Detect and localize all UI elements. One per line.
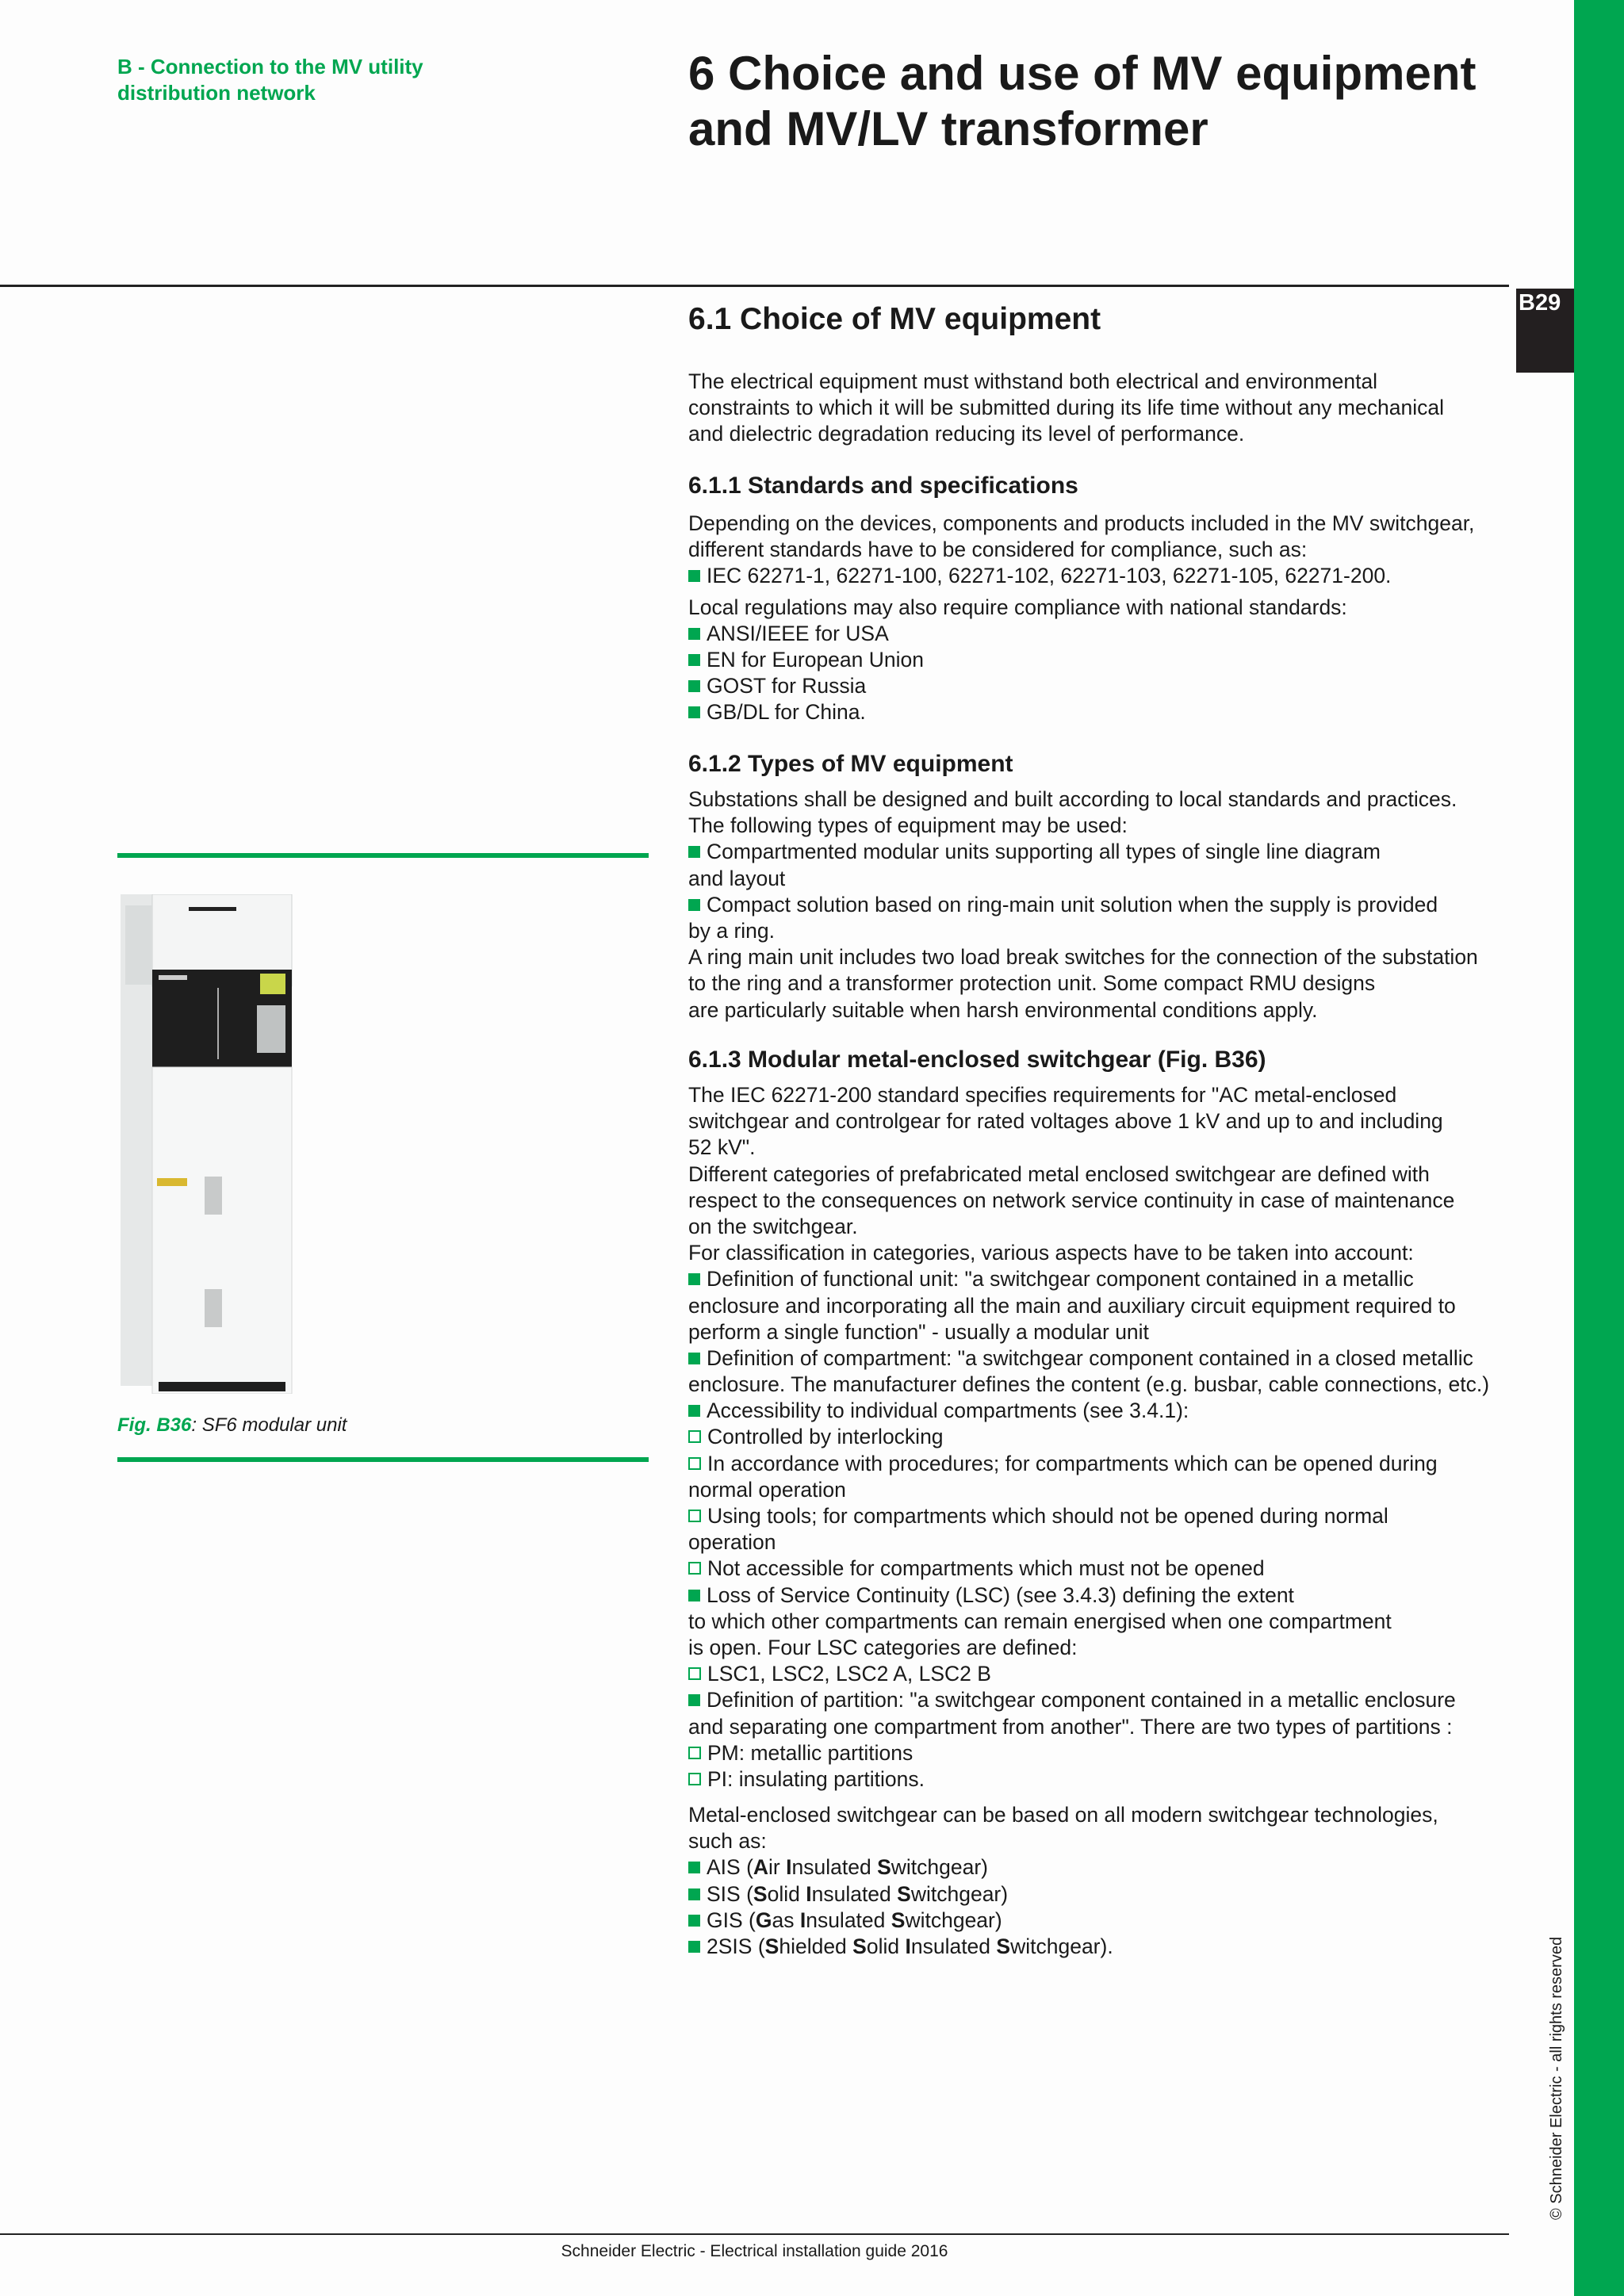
line-text: 52 kV". <box>688 1135 756 1160</box>
line-text: by a ring. <box>688 918 776 943</box>
page-number-tab: B29 <box>1516 289 1574 373</box>
text-line <box>688 1082 1513 1108</box>
line-text: witchgear). <box>1010 1934 1113 1958</box>
figure-caption <box>117 1414 347 1437</box>
filled-square-bullet-icon <box>688 628 700 640</box>
bold-initial: S <box>753 1881 768 1906</box>
line-text: enclosure. The manufacturer defines the content (e.g. busbar, cable connections, etc.) <box>688 1372 1490 1397</box>
line-text: LSC1, LSC2, LSC2 A, LSC2 B <box>707 1662 991 1686</box>
list-item <box>688 1740 1513 1766</box>
line-text: hielded <box>779 1934 853 1958</box>
bold-initial: I <box>799 1908 806 1932</box>
chapter-title: 6 Choice and use of MV equipment and MV/LV transformer <box>688 47 1477 155</box>
figure-top-rule <box>117 853 649 858</box>
line-text: GIS ( <box>707 1908 756 1932</box>
line-text: Definition of functional unit: "a switchgear component contained in a metallic <box>707 1267 1414 1292</box>
line-text: EN for European Union <box>707 647 924 672</box>
line-text: A ring main unit includes two load break switches for the connection of the substation <box>688 945 1478 970</box>
filled-square-bullet-icon <box>688 1862 700 1873</box>
hollow-square-bullet-icon <box>688 1430 701 1443</box>
line-text: ir <box>768 1855 787 1880</box>
line-text: GOST for Russia <box>707 674 867 698</box>
figure-number: Fig. B36 <box>117 1414 192 1436</box>
line-text: and layout <box>688 866 786 890</box>
list-item <box>688 1766 1513 1793</box>
text-line <box>688 1319 1513 1345</box>
text-line <box>688 1188 1513 1214</box>
list-item <box>688 1451 1513 1477</box>
line-text: and separating one compartment from another". There are two types of partitions : <box>688 1714 1453 1739</box>
text-line <box>688 866 1513 892</box>
line-text: enclosure and incorporating all the main and auxiliary circuit equipment required to <box>688 1293 1456 1318</box>
filled-square-bullet-icon <box>688 1888 700 1900</box>
line-text: In accordance with procedures; for compartments which can be opened during <box>707 1451 1438 1475</box>
line-text: to the ring and a transformer protection unit. Some compact RMU designs <box>688 971 1376 996</box>
line-text: For classification in categories, various aspects have to be taken into account: <box>688 1241 1414 1265</box>
hollow-square-bullet-icon <box>688 1457 701 1470</box>
text-line <box>688 918 1513 944</box>
list-item <box>688 673 1513 699</box>
intro-paragraph <box>688 369 1513 448</box>
line-text: ANSI/IEEE for USA <box>707 621 889 645</box>
filled-square-bullet-icon <box>688 1915 700 1927</box>
line-text: PM: metallic partitions <box>707 1740 914 1765</box>
line-text: IEC 62271-1, 62271-100, 62271-102, 62271-103, 62271-105, 62271-200. <box>707 564 1392 588</box>
filled-square-bullet-icon <box>688 706 700 718</box>
text-line <box>688 1828 1513 1854</box>
text-line <box>688 1477 1513 1503</box>
line-text: as <box>772 1908 800 1932</box>
list-item <box>688 563 1513 589</box>
bold-initial: I <box>806 1881 812 1906</box>
list-item <box>688 1661 1513 1687</box>
text-line <box>688 786 1513 813</box>
line-text: Local regulations may also require compliance with national standards: <box>688 595 1347 619</box>
filled-square-bullet-icon <box>688 680 700 692</box>
line-text: operation <box>688 1530 776 1555</box>
text-line <box>688 1714 1513 1740</box>
line-text: nsulated <box>791 1855 878 1880</box>
line-text: Depending on the devices, components and products included in the MV switchgear, <box>688 511 1475 535</box>
hollow-square-bullet-icon <box>688 1562 701 1575</box>
list-item <box>688 1908 1513 1934</box>
text-line <box>688 1372 1513 1398</box>
line-text: switchgear and controlgear for rated voltages above 1 kV and up to and including <box>688 1109 1443 1134</box>
line-text: Definition of compartment: "a switchgear component contained in a closed metallic <box>707 1345 1473 1370</box>
filled-square-bullet-icon <box>688 1590 700 1601</box>
figure-caption-text: : SF6 modular unit <box>191 1414 347 1436</box>
bold-initial: S <box>996 1934 1011 1958</box>
line-text: witchgear) <box>910 1881 1009 1906</box>
list-item <box>688 1503 1513 1529</box>
types-paragraph <box>688 786 1513 1024</box>
line-text: Using tools; for compartments which should not be opened during normal <box>707 1504 1388 1528</box>
text-line <box>688 1161 1513 1188</box>
bold-initial: S <box>897 1881 911 1906</box>
line-text: 2SIS ( <box>707 1934 765 1958</box>
list-item <box>688 1881 1513 1908</box>
list-item <box>688 1687 1513 1713</box>
line-text: SIS ( <box>707 1881 753 1906</box>
bold-initial: A <box>753 1855 769 1880</box>
line-text: different standards have to be considered for compliance, such as: <box>688 538 1308 562</box>
line-text: Controlled by interlocking <box>707 1425 944 1449</box>
line-text: and dielectric degradation reducing its level of performance. <box>688 422 1245 446</box>
hollow-square-bullet-icon <box>688 1747 701 1759</box>
line-text: to which other compartments can remain energised when one compartment <box>688 1609 1392 1633</box>
line-text: respect to the consequences on network service continuity in case of maintenance <box>688 1188 1455 1212</box>
side-color-bar <box>1574 0 1624 2296</box>
line-text: GB/DL for China. <box>707 700 866 725</box>
line-text: Compact solution based on ring-main unit solution when the supply is provided <box>707 892 1438 916</box>
line-text: witchgear) <box>891 1855 988 1880</box>
list-item <box>688 699 1513 725</box>
subheading-standards: 6.1.1 Standards and specifications <box>688 473 1078 499</box>
line-text: PI: insulating partitions. <box>707 1766 925 1791</box>
line-text: nsulated <box>910 1934 997 1958</box>
list-item <box>688 1398 1513 1424</box>
bold-initial: I <box>905 1934 911 1958</box>
section-label: B - Connection to the MV utility distribution network <box>117 55 423 105</box>
filled-square-bullet-icon <box>688 1353 700 1364</box>
footer-text: Schneider Electric - Electrical installation guide 2016 <box>561 2242 948 2260</box>
bold-initial: S <box>877 1855 891 1880</box>
line-text: is open. Four LSC categories are defined: <box>688 1635 1078 1659</box>
line-text: Definition of partition: "a switchgear component contained in a metallic enclosure <box>707 1688 1456 1712</box>
text-line <box>688 997 1513 1024</box>
bold-initial: S <box>764 1934 779 1958</box>
text-line <box>688 1802 1513 1828</box>
line-text: Loss of Service Continuity (LSC) (see 3.4.3) defining the extent <box>707 1582 1294 1607</box>
line-text: Different categories of prefabricated metal enclosed switchgear are defined with <box>688 1161 1430 1186</box>
list-item <box>688 1582 1513 1609</box>
text-line <box>688 813 1513 839</box>
filled-square-bullet-icon <box>688 570 700 582</box>
line-text: witchgear) <box>905 1908 1002 1932</box>
modular-paragraph <box>688 1082 1513 1793</box>
text-line <box>688 595 1513 621</box>
bold-initial: G <box>755 1908 772 1932</box>
line-text: Not accessible for compartments which must not be opened <box>707 1556 1265 1581</box>
footer-divider <box>0 2233 1509 2235</box>
filled-square-bullet-icon <box>688 1405 700 1417</box>
line-text: The IEC 62271-200 standard specifies requirements for "AC metal-enclosed <box>688 1083 1397 1107</box>
line-text: olid <box>767 1881 806 1906</box>
list-item <box>688 647 1513 673</box>
list-item <box>688 1424 1513 1450</box>
text-line <box>688 1108 1513 1135</box>
text-line <box>688 944 1513 970</box>
text-line <box>688 1135 1513 1161</box>
technologies-paragraph <box>688 1802 1513 1960</box>
line-text: such as: <box>688 1829 767 1854</box>
text-line <box>688 1293 1513 1319</box>
bold-initial: I <box>786 1855 792 1880</box>
list-item <box>688 621 1513 647</box>
section-heading: 6.1 Choice of MV equipment <box>688 302 1101 336</box>
text-line <box>688 970 1513 997</box>
list-item <box>688 892 1513 918</box>
list-item <box>688 839 1513 865</box>
filled-square-bullet-icon <box>688 1273 700 1285</box>
line-text: Compartmented modular units supporting all types of single line diagram <box>707 840 1381 864</box>
line-text: nsulated <box>811 1881 898 1906</box>
line-text: normal operation <box>688 1477 846 1502</box>
line-text: constraints to which it will be submitted during its life time without any mechanical <box>688 396 1444 420</box>
line-text: The following types of equipment may be used: <box>688 813 1128 838</box>
filled-square-bullet-icon <box>688 654 700 666</box>
filled-square-bullet-icon <box>688 1694 700 1706</box>
subheading-modular: 6.1.3 Modular metal-enclosed switchgear (Fig. B36) <box>688 1047 1266 1073</box>
list-item <box>688 1556 1513 1582</box>
text-line <box>688 395 1513 421</box>
text-line <box>688 1529 1513 1556</box>
text-line <box>688 1240 1513 1266</box>
text-line <box>688 511 1513 537</box>
line-text: on the switchgear. <box>688 1214 858 1238</box>
figure-bottom-rule <box>117 1457 649 1462</box>
line-text: Accessibility to individual compartments (see 3.4.1): <box>707 1399 1189 1423</box>
text-line <box>688 537 1513 563</box>
bold-initial: S <box>891 1908 906 1932</box>
filled-square-bullet-icon <box>688 899 700 911</box>
filled-square-bullet-icon <box>688 846 700 858</box>
line-text: AIS ( <box>707 1855 753 1880</box>
line-text: nsulated <box>806 1908 891 1932</box>
copyright-notice: © Schneider Electric - all rights reserved <box>1548 1936 1565 2220</box>
line-text: The electrical equipment must withstand both electrical and environmental <box>688 369 1378 393</box>
subheading-types: 6.1.2 Types of MV equipment <box>688 751 1013 777</box>
text-line <box>688 1609 1513 1635</box>
standards-paragraph <box>688 511 1513 726</box>
header-divider <box>0 285 1509 287</box>
hollow-square-bullet-icon <box>688 1510 701 1522</box>
hollow-square-bullet-icon <box>688 1773 701 1785</box>
hollow-square-bullet-icon <box>688 1667 701 1680</box>
filled-square-bullet-icon <box>688 1941 700 1953</box>
text-line <box>688 1214 1513 1240</box>
line-text: are particularly suitable when harsh environmental conditions apply. <box>688 997 1318 1022</box>
line-text: Metal-enclosed switchgear can be based on all modern switchgear technologies, <box>688 1803 1438 1827</box>
line-text: Substations shall be designed and built according to local standards and practices. <box>688 787 1457 811</box>
switchgear-unit-image <box>117 894 296 1394</box>
line-text: perform a single function" - usually a modular unit <box>688 1319 1149 1344</box>
text-line <box>688 1635 1513 1661</box>
bold-initial: S <box>852 1934 867 1958</box>
list-item <box>688 1934 1513 1960</box>
list-item <box>688 1266 1513 1292</box>
line-text: olid <box>866 1934 906 1958</box>
text-line <box>688 369 1513 395</box>
list-item <box>688 1854 1513 1881</box>
text-line <box>688 421 1513 447</box>
list-item <box>688 1345 1513 1372</box>
